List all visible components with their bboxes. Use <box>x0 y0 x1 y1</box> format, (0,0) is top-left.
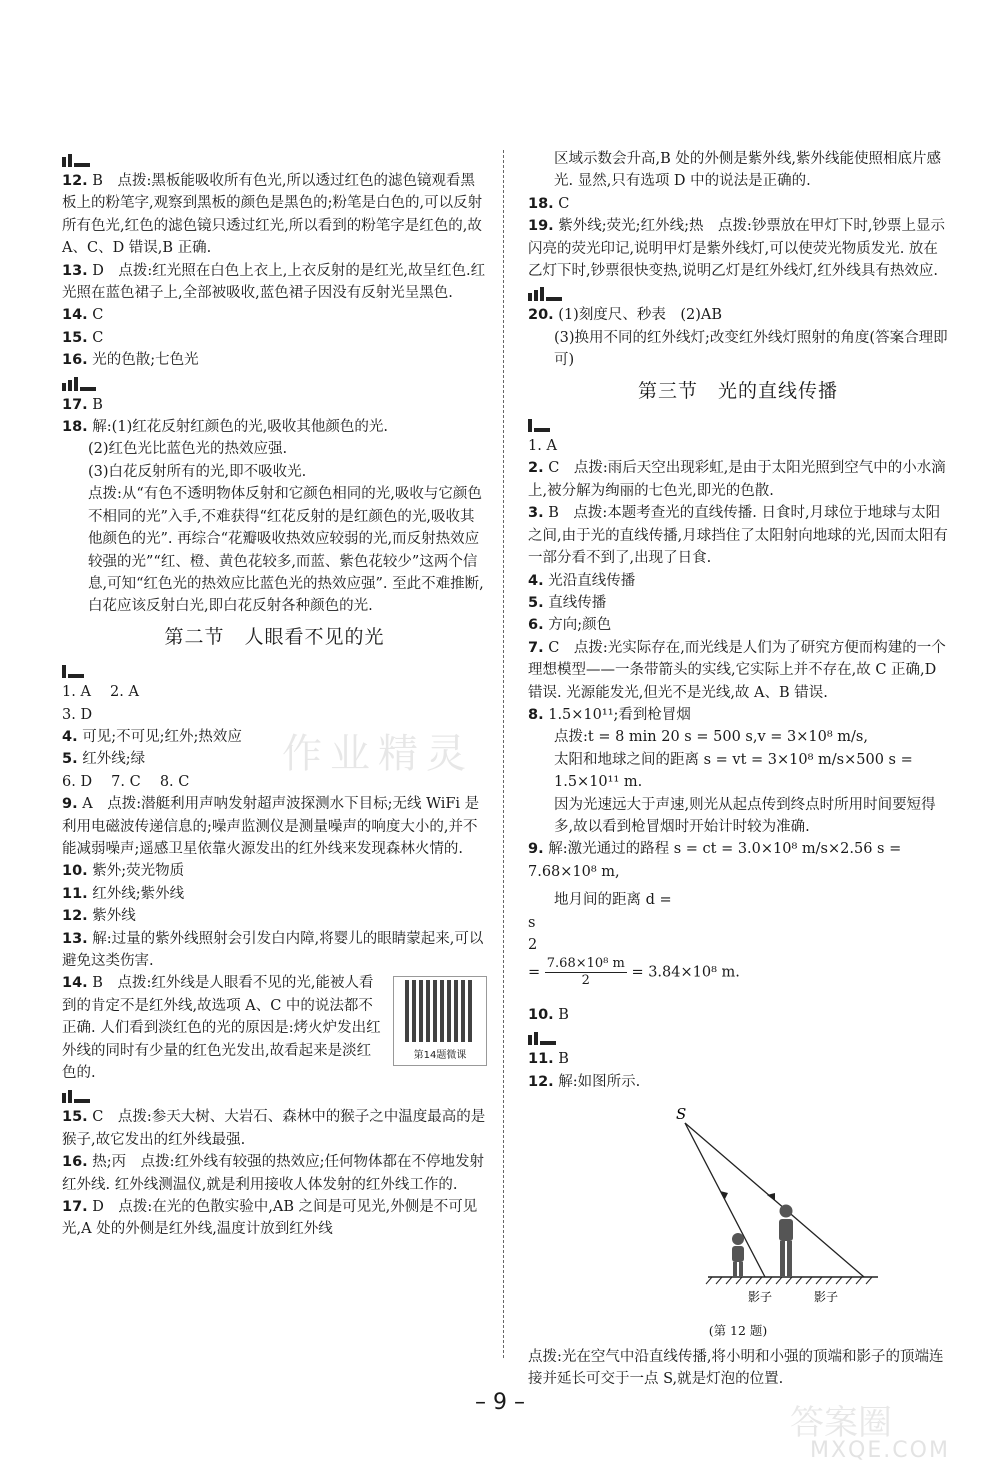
answer-2r: 2. C 点拨:雨后天空出现彩虹,是由于太阳光照到空气中的小水滴上,被分解为绚丽的七色光,即光的色散. <box>528 460 946 499</box>
level-2-marker <box>62 149 487 167</box>
watermark-3: MXQE.COM <box>810 1438 950 1463</box>
answer-18r: 18. C <box>528 195 570 212</box>
answer-11: 11. 红外线;紫外线 <box>62 885 185 902</box>
qr-code[interactable] <box>393 976 487 1066</box>
answer-8r-line3: 太阳和地球之间的距离 s = vt = 3×10⁸ m/s×500 s = 1.5×10¹¹ m. <box>554 751 913 791</box>
level-2-marker-r <box>528 1027 948 1045</box>
answer-18-line2: (2)红色光比蓝色光的热效应强. <box>88 441 288 458</box>
answer-14: 14. C <box>62 307 104 324</box>
answer-16b: 16. 热;丙 点拨:红外线有较强的热效应;任何物体都在不停地发射红外线. 红外线测温仪,就是利用接收人体发射的红外线工作的. <box>62 1154 484 1193</box>
shadow-label-2: 影子 <box>814 1290 839 1305</box>
answer-17: 17. B <box>62 396 103 413</box>
answer-7r: 7. C 点拨:光实际存在,而光线是人们为了研究方便而构建的一个理想模型——一条带箭头的实线,它实际上并不存在,故 C 正确,D 错误. 光源能发光,但光不是光线,故 A、B 错误. <box>528 639 946 701</box>
answer-3r: 3. B 点拨:本题考查光的直线传播. 日食时,月球位于地球与太阳之间,由于光的直线传播,月球挡住了太阳射向地球的光,因而太阳有一部分看不到了,出现了日食. <box>528 505 948 567</box>
watermark-1: 作业精灵 <box>282 731 474 777</box>
answer-8r-line2: 点拨:t = 8 min 20 s = 500 s,v = 3×10⁸ m/s, <box>554 729 868 746</box>
answer-10: 10. 紫外;荧光物质 <box>62 863 185 880</box>
light-ray-diagram <box>568 1099 908 1314</box>
column-divider <box>503 150 504 1358</box>
answer-11r: 11. B <box>528 1051 569 1068</box>
ground-hatch <box>706 1277 872 1284</box>
level-3-marker <box>62 373 487 391</box>
answer-14b: 14. B 点拨:红外线是人眼看不见的光,能被人看到的肯定不是红外线,故选项 A、C 中的说法都不正确. 人们看到淡红色的光的原因是:烤火炉发出红外线的同时有少量的红色光发出,故看起来是淡红色的. <box>62 975 381 1082</box>
answer-15: 15. C <box>62 329 104 346</box>
answer-8r: 8. 1.5×10¹¹;看到枪冒烟 <box>528 706 691 723</box>
answer-5r: 5. 直线传播 <box>528 594 607 611</box>
answer-1-2: 1. A 2. A <box>62 684 139 701</box>
answer-17b: 17. D 点拨:在光的色散实验中,AB 之间是可见光,外侧是不可见光,A 处的外侧是红外线,温度计放到红外线 <box>62 1199 478 1238</box>
answer-18: 18. 解:(1)红花反射红颜色的光,吸收其他颜色的光. <box>62 419 388 436</box>
watermark-2: 答案圈 <box>790 1403 892 1443</box>
answer-20r: 20. (1)刻度尺、秒表 (2)AB <box>528 307 723 324</box>
boy-small <box>732 1233 744 1277</box>
level-1-marker-r <box>528 414 948 432</box>
answer-3: 3. D <box>62 706 93 723</box>
answer-5: 5. 红外线;绿 <box>62 751 146 768</box>
answer-8r-line4: 因为光速远大于声速,则光从起点传到终点时所用时间要短得多,故以看到枪冒烟时开始计时较为准确. <box>554 796 936 835</box>
answer-12r-note: 点拨:光在空气中沿直线传播,将小明和小强的顶端和影子的顶端连接并延长可交于一点 S,就是灯泡的位置. <box>528 1348 944 1388</box>
answer-6r: 6. 方向;颜色 <box>528 617 612 634</box>
qr-label: 第14题微课 <box>413 1050 467 1062</box>
answer-9: 9. A 点拨:潜艇利用声呐发射超声波探测水下目标;无线 WiFi 是利用电磁波传递信息的;噪声监测仪是测量噪声的响度大小的,并不能减弱噪声;遥感卫星依靠火源发出的红外线来发现森林火情的. <box>62 796 480 857</box>
left-column <box>62 148 487 1241</box>
answer-16: 16. 光的色散;七色光 <box>62 352 199 369</box>
answer-12b: 12. 紫外线 <box>62 908 136 925</box>
answer-4r: 4. 光沿直线传播 <box>528 572 636 589</box>
point-s-label: S <box>676 1105 687 1124</box>
level-2-marker-b <box>62 1085 487 1103</box>
ray-1 <box>685 1123 765 1277</box>
answer-12r: 12. 解:如图所示. <box>528 1073 641 1090</box>
level-3-marker-r <box>528 283 948 301</box>
answer-13b: 13. 解:过量的紫外线照射会引发白内障,将婴儿的眼睛蒙起来,可以避免这类伤害. <box>62 930 484 969</box>
section-title-3: 第三节 光的直线传播 <box>637 379 838 402</box>
answer-12: 12. B 点拨:黑板能吸收所有色光,所以透过红色的滤色镜观看黑板上的粉笔字,观察到黑板的颜色是黑色的;粉笔是白色的,可以反射所有色光,红色的滤色镜只透过红光,所以看到的粉笔字是红色的,故 A、C、D 错误,B 正确. <box>62 173 483 257</box>
answer-19r: 19. 紫外线;荧光;红外线;热 点拨:钞票放在甲灯下时,钞票上显示闪亮的荧光印记,说明甲灯是紫外线灯,可以使荧光物质发光. 放在乙灯下时,钞票很快变热,说明乙灯是红外线灯,红外线具有热效应. <box>528 218 945 280</box>
answer-20r-line2: (3)换用不同的红外线灯;改变红外线灯照射的角度(答案合理即可) <box>554 329 948 369</box>
answer-9r: 9. 解:激光通过的路程 s = ct = 3.0×10⁸ m/s×2.56 s = 7.68×10⁸ m, <box>528 841 902 880</box>
answer-18-note: 点拨:从“有色不透明物体反射和它颜色相同的光,吸收与它颜色不相同的光”入手,不难获得“红花反射的是红颜色的光,吸收其他颜色的光”. 再综合“花瓣吸收热效应较弱的光,而反射热效应较强的光”“红、橙、黄色花较多,而蓝、紫色花较少”这两个信息,可知“红色光的热效应比蓝色光的热效应强”. 至此不难推断,白花应该反射白光,即白花反射各种颜色的光. <box>88 486 484 615</box>
answer-15b: 15. C 点拨:参天大树、大岩石、森林中的猴子之中温度最高的是猴子,故它发出的红外线最强. <box>62 1109 486 1148</box>
answer-17-continued: 区域示数会升高,B 处的外侧是紫外线,紫外线能使照相底片感光. 显然,只有选项 D 中的说法是正确的. <box>554 151 941 190</box>
boy-tall <box>779 1205 793 1278</box>
shadow-label-1: 影子 <box>748 1290 773 1305</box>
answer-13: 13. D 点拨:红光照在白色上衣上,上衣反射的是红光,故呈红色.红光照在蓝色裙子上,全部被吸收,蓝色裙子因没有反射光呈黑色. <box>62 262 486 302</box>
answer-1r: 1. A <box>528 438 557 455</box>
page-number: – 9 – <box>475 1390 525 1415</box>
answer-4: 4. 可见;不可见;红外;热效应 <box>62 728 242 745</box>
answer-10r: 10. B <box>528 1006 569 1023</box>
section-title-2: 第二节 人眼看不见的光 <box>164 625 385 648</box>
answer-18-line3: (3)白花反射所有的光,即不吸收光. <box>88 463 307 480</box>
figure-caption: (第 12 题) <box>708 1322 768 1338</box>
answer-6-8: 6. D 7. C 8. C <box>62 773 190 790</box>
level-1-marker <box>62 660 487 678</box>
answer-9r-formula: 地月间的距离 d = <box>554 892 672 909</box>
right-column: 区域示数会升高,B 处的外侧是紫外线,紫外线能使照相底片感光. 显然,只有选项 D 中的说法是正确的. 18. C 19. 紫外线;荧光;红外线;热 点拨:钞票放在甲灯下时,钞票上显示闪亮的荧光印记,说明甲灯是紫外线灯,可以使荧光物质发光. 放在乙灯下时,钞票很快变热,说明乙灯是红外线灯,红外线具有热效应. 20. (1)刻度尺、秒表 (2)AB (3)换用不同的红外线灯;改变红外线灯照射的角度(答案合理即可) 第三节 光的直线传播 1. A 2. C 点拨:雨后天空出现彩虹,是由于太阳光照到空气中的小水滴上,被分解为绚丽的七色光,即光的色散. 3. B 点拨:本题考查光的直线传播. 日食时,月球位于地球与太阳之间,由于光的直线传播,月球挡住了太阳射向地球的光,因而太阳有一部分看不到了,出现了日食. 4. 光沿直线传播 5. 直线传播 6. 方向;颜色 7. C 点拨:光实际存在,而光线是人们为了研究方便而构建的一个理想模型——一条带箭头的实线,它实际上并不存在,故 C 正确,D 错误. 光源能发光,但光不是光线,故 A、B 错误. 8. 1.5×10¹¹;看到枪冒烟 点拨:t = 8 min 20 s = 500 s,v = 3×10⁸ m/s, 太阳和地球之间的距离 s = vt = 3×10⁸ m/s×500 s = 1.5×10¹¹ m. 因为光速远大于声速,则光从起点传到终点时所用时间要短得多,故以看到枪冒烟时开始计时较为准确. 9. 解:激光通过的路程 s = ct = 3.0×10⁸ m/s×2.56 s = 7.68×10⁸ m, 地月间的距离 d = s 2 = $\frac{\text{7.68×10⁸ m}}{2}$ = 3.84×10⁸ m. 10. B 11. B 12. 解:如图所示. S 影子 影子 (第 12 题) 点拨:光在空气中沿直线传播,将小明和小强的顶端和影子的顶端连接并延长可交于一点 S,就是灯泡的位置. <box>528 148 948 1391</box>
qr-code-icon <box>405 980 475 1042</box>
